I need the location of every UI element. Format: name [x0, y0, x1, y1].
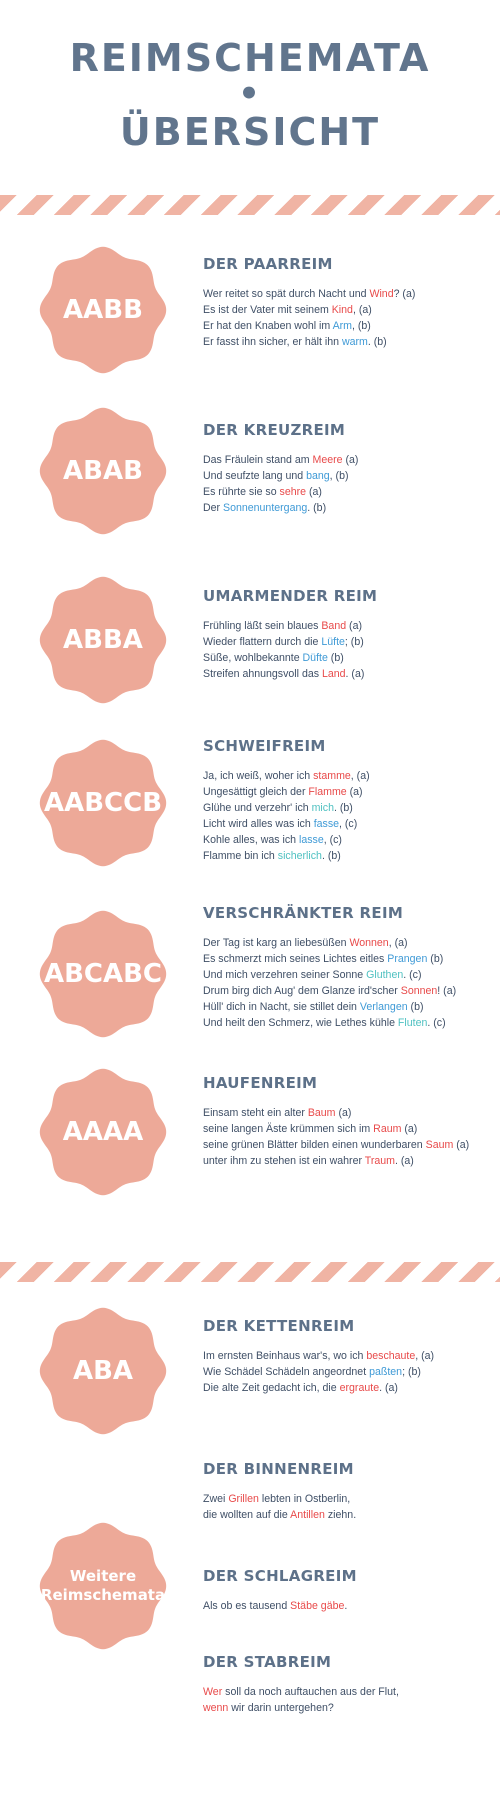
- line-text: Es rührte sie so: [203, 486, 280, 498]
- line-text: , (a): [350, 770, 370, 782]
- line-text: (a): [306, 486, 322, 498]
- poem-line: [203, 983, 498, 999]
- rhyme-word: Sonnenuntergang: [223, 502, 308, 514]
- page-title-line2: ÜBERSICHT: [119, 110, 381, 154]
- poem-line: [203, 1598, 498, 1614]
- line-text: seine grünen Blätter bilden einen wunderbaren: [203, 1139, 426, 1151]
- section-schlagreim: [203, 1567, 498, 1614]
- poem-line: [203, 1015, 498, 1031]
- poem-line: [203, 1153, 498, 1169]
- poem-line: [203, 951, 498, 967]
- rhyme-word: Band: [321, 620, 347, 632]
- section-kreuzreim: [203, 421, 498, 516]
- rhyme-word: Wer: [203, 1686, 223, 1698]
- line-text: , (c): [323, 834, 342, 846]
- line-text: , (b): [329, 470, 349, 482]
- section-heading: DER KETTENREIM: [203, 1317, 355, 1335]
- rhyme-word: stamme: [313, 770, 351, 782]
- line-text: ; (b): [344, 636, 364, 648]
- rhyme-word: lasse: [298, 834, 324, 846]
- line-text: wir darin untergehen?: [228, 1702, 334, 1714]
- line-text: Er hat den Knaben wohl im: [203, 320, 333, 332]
- line-text: Die alte Zeit gedacht ich, die: [203, 1382, 340, 1394]
- poem-lines: [203, 1105, 498, 1169]
- line-text: . (a): [345, 668, 365, 680]
- badge-label: Weitere Reimschemata: [40, 1567, 166, 1604]
- line-text: (a): [346, 620, 362, 632]
- badge-label: ABBA: [63, 624, 143, 655]
- title-dot: •: [238, 74, 262, 114]
- poem-line: [203, 999, 498, 1015]
- line-text: ziehn.: [324, 1509, 357, 1521]
- rhyme-word: warm: [341, 336, 368, 348]
- line-text: Ungesättigt gleich der: [203, 786, 309, 798]
- line-text: seine langen Äste krümmen sich im: [203, 1123, 374, 1135]
- rhyme-word: Prangen: [387, 953, 428, 965]
- poem-lines: [203, 1348, 498, 1396]
- rhyme-word: Sonnen: [400, 985, 438, 997]
- line-text: Streifen ahnungsvoll das: [203, 668, 322, 680]
- line-text: (a): [346, 786, 363, 798]
- poem-line: [203, 468, 498, 484]
- poem-line: [203, 832, 498, 848]
- line-text: Hüll' dich in Nacht, sie stillet dein: [203, 1001, 360, 1013]
- section-heading: DER STABREIM: [203, 1653, 332, 1671]
- line-text: Der: [203, 502, 224, 514]
- section-schweifreim: [203, 737, 498, 864]
- line-text: . (b): [321, 850, 341, 862]
- rhyme-word: sicherlich: [277, 850, 322, 862]
- line-text: . (c): [427, 1017, 446, 1029]
- rhyme-word: bang: [306, 470, 330, 482]
- line-text: , (a): [388, 937, 408, 949]
- line-text: Zwei: [203, 1493, 229, 1505]
- poem-line: [203, 800, 498, 816]
- line-text: Und heilt den Schmerz, wie Lethes kühle: [203, 1017, 398, 1029]
- line-text: , (a): [415, 1350, 435, 1362]
- section-heading: SCHWEIFREIM: [203, 737, 326, 755]
- badge-label: AABB: [63, 294, 143, 325]
- rhyme-word: Flamme: [308, 786, 347, 798]
- line-text: .: [344, 1600, 348, 1612]
- section-haufenreim: [203, 1074, 498, 1169]
- page-title-line1: REIMSCHEMATA: [69, 36, 431, 80]
- decorative-stripe-middle: [0, 1262, 500, 1282]
- poem-line: [203, 1364, 498, 1380]
- rhyme-word: ergraute: [339, 1382, 380, 1394]
- section-heading: DER KREUZREIM: [203, 421, 346, 439]
- poem-line: [203, 452, 498, 468]
- badge-label: ABAB: [63, 455, 143, 486]
- line-text: Wie Schädel Schädeln angeordnet: [203, 1366, 370, 1378]
- line-text: . (b): [307, 502, 327, 514]
- rhyme-word: wenn: [203, 1702, 229, 1714]
- line-text: Kohle alles, was ich: [203, 834, 299, 846]
- rhyme-word: Land: [321, 668, 346, 680]
- line-text: (a): [342, 454, 359, 466]
- line-text: Frühling läßt sein blaues: [203, 620, 322, 632]
- line-text: Im ernsten Beinhaus war's, wo ich: [203, 1350, 367, 1362]
- badge-abba: [37, 574, 169, 706]
- rhyme-word: fasse: [313, 818, 340, 830]
- line-text: Der Tag ist karg an liebesüßen: [203, 937, 350, 949]
- line-text: Es schmerzt mich seines Lichtes eitles: [203, 953, 388, 965]
- section-verschraenkter-reim: [203, 904, 498, 1031]
- section-heading: UMARMENDER REIM: [203, 587, 378, 605]
- badge-aaaa: [37, 1066, 169, 1198]
- line-text: ! (a): [437, 985, 457, 997]
- line-text: . (b): [367, 336, 387, 348]
- line-text: . (a): [394, 1155, 414, 1167]
- section-heading: DER SCHLAGREIM: [203, 1567, 357, 1585]
- decorative-stripe-top: [0, 195, 500, 215]
- poem-line: [203, 848, 498, 864]
- section-kettenreim: [203, 1317, 498, 1396]
- line-text: (a): [335, 1107, 352, 1119]
- poem-line: [203, 650, 498, 666]
- section-umarmender-reim: [203, 587, 498, 682]
- line-text: Licht wird alles was ich: [203, 818, 314, 830]
- poem-line: [203, 500, 498, 516]
- rhyme-word: beschaute: [366, 1350, 416, 1362]
- line-text: (a): [453, 1139, 470, 1151]
- rhyme-word: Saum: [425, 1139, 454, 1151]
- line-text: (b): [407, 1001, 424, 1013]
- section-heading: HAUFENREIM: [203, 1074, 318, 1092]
- poem-lines: [203, 935, 498, 1031]
- poem-lines: [203, 768, 498, 864]
- poem-line: [203, 634, 498, 650]
- rhyme-word: Fluten: [397, 1017, 428, 1029]
- poem-line: [203, 768, 498, 784]
- poem-line: [203, 1137, 498, 1153]
- line-text: . (b): [333, 802, 353, 814]
- section-heading: DER BINNENREIM: [203, 1460, 354, 1478]
- badge-aba: [37, 1305, 169, 1437]
- line-text: Süße, wohlbekannte: [203, 652, 303, 664]
- rhyme-word: paßten: [369, 1366, 403, 1378]
- section-heading: DER PAARREIM: [203, 255, 333, 273]
- line-text: lebten in Ostberlin,: [258, 1493, 351, 1505]
- line-text: Als ob es tausend: [203, 1600, 291, 1612]
- poem-line: [203, 666, 498, 682]
- rhyme-word: Raum: [373, 1123, 402, 1135]
- rhyme-word: Meere: [312, 454, 343, 466]
- line-text: Ja, ich weiß, woher ich: [203, 770, 314, 782]
- poem-line: [203, 816, 498, 832]
- badge-label: ABCABC: [43, 958, 163, 989]
- poem-line: [203, 286, 498, 302]
- line-text: ; (b): [402, 1366, 421, 1378]
- poem-line: [203, 1105, 498, 1121]
- line-text: ? (a): [393, 288, 416, 300]
- rhyme-word: Kind: [331, 304, 353, 316]
- poem-line: [203, 318, 498, 334]
- line-text: Und seufzte lang und: [203, 470, 307, 482]
- poem-lines: [203, 1491, 498, 1523]
- line-text: (a): [401, 1123, 418, 1135]
- poem-line: [203, 334, 498, 350]
- poem-line: [203, 784, 498, 800]
- rhyme-word: Traum: [364, 1155, 395, 1167]
- rhyme-word: Verlangen: [359, 1001, 408, 1013]
- section-binnenreim: [203, 1460, 498, 1523]
- line-text: , (b): [351, 320, 371, 332]
- poem-line: [203, 1348, 498, 1364]
- line-text: Einsam steht ein alter: [203, 1107, 308, 1119]
- section-stabreim: [203, 1653, 498, 1716]
- poem-lines: [203, 1598, 498, 1614]
- rhyme-word: sehre: [279, 486, 307, 498]
- rhyme-word: mich: [311, 802, 334, 814]
- poem-lines: [203, 1684, 498, 1716]
- line-text: Das Fräulein stand am: [203, 454, 313, 466]
- rhyme-word: Antillen: [290, 1509, 325, 1521]
- section-paarreim: [203, 255, 498, 350]
- line-text: (b): [327, 652, 344, 664]
- rhyme-word: Düfte: [302, 652, 328, 664]
- poem-line: [203, 1121, 498, 1137]
- poem-line: [203, 1684, 498, 1700]
- line-text: Glühe und verzehr' ich: [203, 802, 312, 814]
- badge-aabccb: [37, 737, 169, 869]
- badge-abcabc: [37, 908, 169, 1040]
- line-text: Es ist der Vater mit seinem: [203, 304, 332, 316]
- badge-abab: [37, 405, 169, 537]
- line-text: soll da noch auftauchen aus der Flut,: [222, 1686, 399, 1698]
- rhyme-word: Wind: [369, 288, 394, 300]
- badge-label: AABCCB: [43, 787, 163, 818]
- badge-weitere-reimschemata: [37, 1520, 169, 1652]
- poem-line: [203, 1507, 498, 1523]
- line-text: Wieder flattern durch die: [203, 636, 322, 648]
- line-text: Drum birg dich Aug' dem Glanze ird'scher: [203, 985, 401, 997]
- rhyme-word: Grillen: [228, 1493, 259, 1505]
- section-heading: VERSCHRÄNKTER REIM: [203, 904, 404, 922]
- poem-line: [203, 1700, 498, 1716]
- line-text: Flamme bin ich: [203, 850, 278, 862]
- poem-line: [203, 1491, 498, 1507]
- line-text: , (a): [352, 304, 372, 316]
- rhyme-word: Wonnen: [349, 937, 389, 949]
- line-text: . (a): [379, 1382, 398, 1394]
- rhyme-word: Arm: [332, 320, 352, 332]
- poem-line: [203, 302, 498, 318]
- rhyme-word: Stäbe gäbe: [290, 1600, 345, 1612]
- poem-lines: [203, 452, 498, 516]
- poem-line: [203, 618, 498, 634]
- poem-line: [203, 967, 498, 983]
- rhyme-word: Lüfte: [321, 636, 345, 648]
- line-text: (b): [427, 953, 444, 965]
- rhyme-word: Baum: [307, 1107, 336, 1119]
- badge-aabb: [37, 244, 169, 376]
- line-text: die wollten auf die: [203, 1509, 291, 1521]
- badge-label: ABA: [72, 1355, 134, 1386]
- poem-line: [203, 935, 498, 951]
- poem-line: [203, 1380, 498, 1396]
- rhyme-word: Gluthen: [366, 969, 404, 981]
- line-text: , (c): [339, 818, 358, 830]
- line-text: . (c): [403, 969, 422, 981]
- badge-label: AAAA: [62, 1116, 144, 1147]
- line-text: Wer reitet so spät durch Nacht und: [203, 288, 370, 300]
- poem-line: [203, 484, 498, 500]
- line-text: unter ihm zu stehen ist ein wahrer: [203, 1155, 365, 1167]
- poem-lines: [203, 286, 498, 350]
- line-text: Er fasst ihn sicher, er hält ihn: [203, 336, 342, 348]
- line-text: Und mich verzehren seiner Sonne: [203, 969, 367, 981]
- poem-lines: [203, 618, 498, 682]
